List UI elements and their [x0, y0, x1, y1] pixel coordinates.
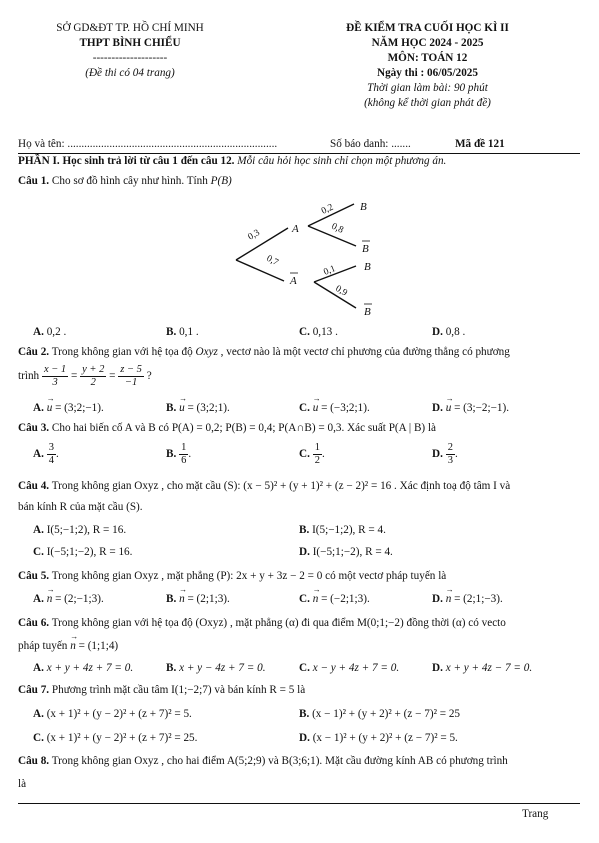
prob-notA-B: 0,1: [322, 264, 338, 278]
page-label: Trang: [522, 808, 549, 820]
footer-divider: [18, 803, 580, 804]
q5-option-a[interactable]: A. → n = (2;−1;3).: [33, 593, 104, 605]
q7-option-b[interactable]: B. (x − 1)² + (y + 2)² + (z − 7)² = 25: [299, 708, 461, 720]
q6-option-c[interactable]: C. x − y + 4z + 7 = 0.: [299, 662, 400, 674]
q6-option-d[interactable]: D. x + y + 4z − 7 = 0.: [432, 662, 533, 674]
section-title: PHẦN I. Học sinh trả lời từ câu 1 đến câu 12. Mỗi câu hỏi học sinh chỉ chọn một phương án.: [18, 155, 447, 167]
q7-option-a[interactable]: A. (x + 1)² + (y − 2)² + (z + 7)² = 5.: [33, 708, 192, 720]
q2-option-c[interactable]: C. → u = (−3;2;1).: [299, 402, 370, 414]
question-8-line2: là: [18, 778, 27, 790]
node-notA-B: B: [364, 261, 371, 273]
exam-duration: Thời gian làm bài: 90 phút: [367, 82, 488, 94]
question-2: Câu 2. Trong không gian với hệ tọa độ Oxyz , vectơ nào là một vectơ chỉ phương của đường thẳng có phương: [18, 346, 510, 358]
exam-title: ĐỀ KIỂM TRA CUỐI HỌC KÌ II: [346, 22, 509, 34]
node-notA: A: [290, 275, 297, 287]
question-6: Câu 6. Trong không gian với hệ tọa độ (Oxyz) , mặt phẳng (α) đi qua điểm M(0;1;−2) đồng thời (α) có vecto: [18, 617, 506, 629]
question-5: Câu 5. Trong không gian Oxyz , mặt phẳng (P): 2x + y + 3z − 2 = 0 có một vectơ pháp tuyến là: [18, 570, 447, 582]
q2-option-a[interactable]: A. → u = (3;2;−1).: [33, 402, 104, 414]
page-count-note: (Đề thi có 04 trang): [85, 67, 175, 79]
question-4-line2: bán kính R của mặt cầu (S).: [18, 501, 143, 513]
probability-tree-diagram: [228, 198, 388, 323]
q4-option-a[interactable]: A. I(5;−1;2), R = 16.: [33, 524, 127, 536]
prob-root-notA: 0,7: [264, 253, 280, 269]
prob-A-B: 0,2: [320, 202, 336, 217]
student-id-field: Số báo danh: .......: [330, 138, 411, 150]
question-8: Câu 8. Trong không gian Oxyz , cho hai điểm A(5;2;9) và B(3;6;1). Mặt cầu đường kính AB có phương trình: [18, 755, 508, 767]
branch-root-A: [236, 228, 288, 260]
q3-option-c[interactable]: C. $\frac{1}{2}$ .: [299, 442, 325, 466]
node-notA-notB: B: [364, 306, 371, 318]
exam-date: Ngày thi : 06/05/2025: [377, 67, 478, 79]
q1-option-d[interactable]: D. 0,8 .: [432, 326, 466, 338]
question-2-equation: trình $\frac{x - 1}{3}$ = $\frac{y + 2}{2}$ = $\frac{z - 5}{-1}$ ?: [18, 364, 152, 388]
question-7: Câu 7. Phương trình mặt cầu tâm I(1;−2;7) và bán kính R = 5 là: [18, 684, 306, 696]
q3-option-a[interactable]: A. $\frac{3}{4}$ .: [33, 442, 59, 466]
department-name: SỞ GD&ĐT TP. HỒ CHÍ MINH: [56, 22, 204, 34]
duration-note: (không kể thời gian phát đề): [364, 97, 491, 109]
q5-option-c[interactable]: C. → n = (−2;1;3).: [299, 593, 370, 605]
q2-option-d[interactable]: D. → u = (3;−2;−1).: [432, 402, 509, 414]
exam-code: Mã đề 121: [455, 138, 505, 150]
q3-option-b[interactable]: B. $\frac{1}{6}$ .: [166, 442, 192, 466]
branch-notA-notB: [314, 282, 356, 308]
question-1: Câu 1. Cho sơ đồ hình cây như hình. Tính P(B): [18, 175, 232, 187]
node-A-B: B: [360, 201, 367, 213]
question-6-line2: pháp tuyến → n = (1;1;4): [18, 640, 118, 652]
q6-option-a[interactable]: A. x + y + 4z + 7 = 0.: [33, 662, 134, 674]
prob-notA-notB: 0,9: [333, 283, 349, 299]
header-dashes: --------------------: [92, 52, 168, 64]
school-year: NĂM HỌC 2024 - 2025: [371, 37, 484, 49]
q4-option-b[interactable]: B. I(5;−1;2), R = 4.: [299, 524, 386, 536]
node-A: A: [292, 223, 299, 235]
q7-option-d[interactable]: D. (x − 1)² + (y + 2)² + (z − 7)² = 5.: [299, 732, 458, 744]
school-name: THPT BÌNH CHIỂU: [79, 37, 181, 49]
q2-option-b[interactable]: B. → u = (3;2;1).: [166, 402, 230, 414]
q4-option-c[interactable]: C. I(−5;1;−2), R = 16.: [33, 546, 133, 558]
q5-option-d[interactable]: D. → n = (2;1;−3).: [432, 593, 503, 605]
q5-option-b[interactable]: B. → n = (2;1;3).: [166, 593, 230, 605]
node-A-notB: B: [362, 243, 369, 255]
q1-option-a[interactable]: A. 0,2 .: [33, 326, 67, 338]
q3-option-d[interactable]: D. $\frac{2}{3}$ .: [432, 442, 458, 466]
student-name-field: Họ và tên: ...........................................................................: [18, 138, 278, 150]
question-4: Câu 4. Trong không gian Oxyz , cho mặt cầu (S): (x − 5)² + (y + 1)² + (z − 2)² = 16 . Xác định toạ độ tâm I và: [18, 480, 511, 492]
question-3: Câu 3. Cho hai biến cố A và B có P(A) = 0,2; P(B) = 0,4; P(A∩B) = 0,3. Xác suất P(A | B) là: [18, 422, 436, 434]
q1-option-b[interactable]: B. 0,1 .: [166, 326, 199, 338]
header-divider: [18, 153, 580, 154]
q6-option-b[interactable]: B. x + y − 4z + 7 = 0.: [166, 662, 266, 674]
prob-root-A: 0,3: [246, 228, 262, 243]
subject: MÔN: TOÁN 12: [387, 52, 468, 64]
q7-option-c[interactable]: C. (x + 1)² + (y − 2)² + (z + 7)² = 25.: [33, 732, 198, 744]
q4-option-d[interactable]: D. I(−5;1;−2), R = 4.: [299, 546, 393, 558]
prob-A-notB: 0,8: [329, 221, 345, 236]
q1-option-c[interactable]: C. 0,13 .: [299, 326, 338, 338]
